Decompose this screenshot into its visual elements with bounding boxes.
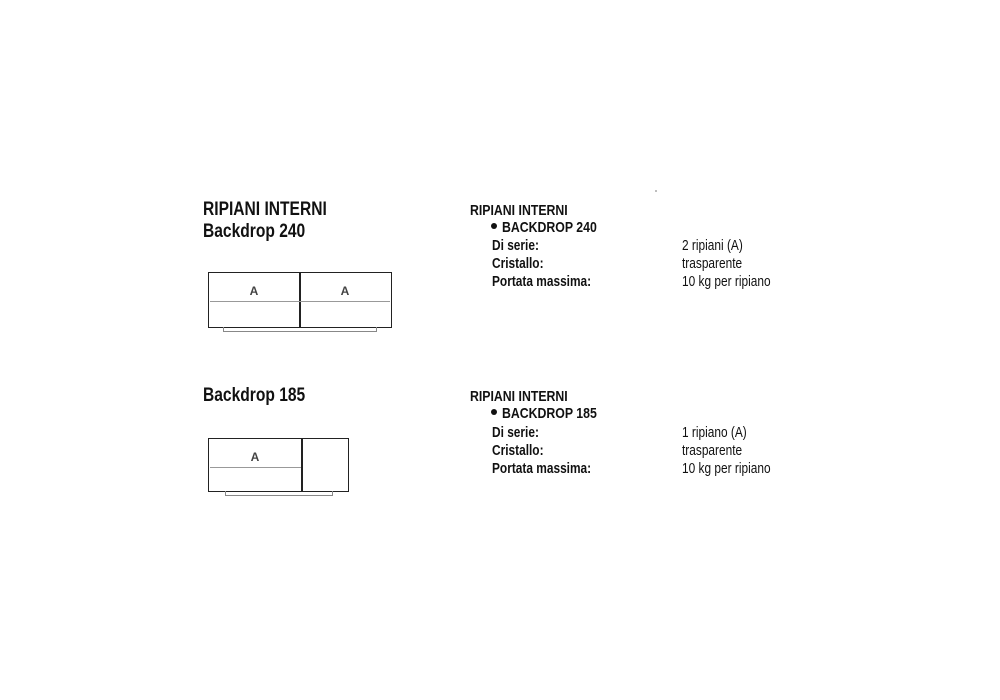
cabinet-185-body	[208, 438, 349, 492]
section-185-heading	[203, 385, 328, 407]
spec-185-title	[470, 388, 589, 406]
spec-185-title-text: RIPIANI INTERNI	[470, 388, 568, 405]
cabinet-185-drawing	[208, 438, 349, 498]
cabinet-240-divider	[299, 272, 301, 328]
cabinet-185-shelf	[210, 467, 301, 468]
shelf-label-a-left: A	[249, 284, 259, 298]
spec-label: Portata massima:	[492, 461, 592, 477]
spec-240-model	[491, 219, 618, 237]
heading-model-240: Backdrop 240	[203, 221, 306, 242]
spec-240-title-text: RIPIANI INTERNI	[470, 202, 568, 219]
cabinet-240-drawing	[208, 272, 392, 334]
cabinet-240-shelf	[210, 301, 390, 302]
bullet-icon	[491, 409, 497, 415]
shelf-label-a-right: A	[340, 284, 350, 298]
section-240-heading	[203, 199, 354, 243]
spec-240-model-text: BACKDROP 240	[502, 219, 597, 236]
spec-value: trasparente	[682, 443, 743, 459]
spec-185-model-text: BACKDROP 185	[502, 405, 597, 422]
bullet-icon	[491, 223, 497, 229]
spec-label: Cristallo:	[492, 443, 544, 459]
spec-value: 10 kg per ripiano	[682, 274, 771, 290]
spec-value: trasparente	[682, 256, 743, 272]
cabinet-185-plinth	[225, 491, 333, 496]
spec-240-title	[470, 202, 589, 220]
heading-ripiani-interni: RIPIANI INTERNI	[203, 199, 327, 220]
scan-speck	[655, 190, 657, 192]
spec-value: 10 kg per ripiano	[682, 461, 771, 477]
spec-value: 2 ripiani (A)	[682, 238, 743, 254]
cabinet-185-divider	[301, 438, 303, 492]
spec-label: Di serie:	[492, 238, 539, 254]
shelf-label-a: A	[250, 450, 260, 464]
spec-value: 1 ripiano (A)	[682, 425, 747, 441]
spec-label: Di serie:	[492, 425, 539, 441]
spec-label: Portata massima:	[492, 274, 592, 290]
heading-model-185: Backdrop 185	[203, 385, 306, 406]
spec-185-model	[491, 405, 618, 423]
spec-label: Cristallo:	[492, 256, 544, 272]
cabinet-240-plinth	[223, 327, 377, 332]
